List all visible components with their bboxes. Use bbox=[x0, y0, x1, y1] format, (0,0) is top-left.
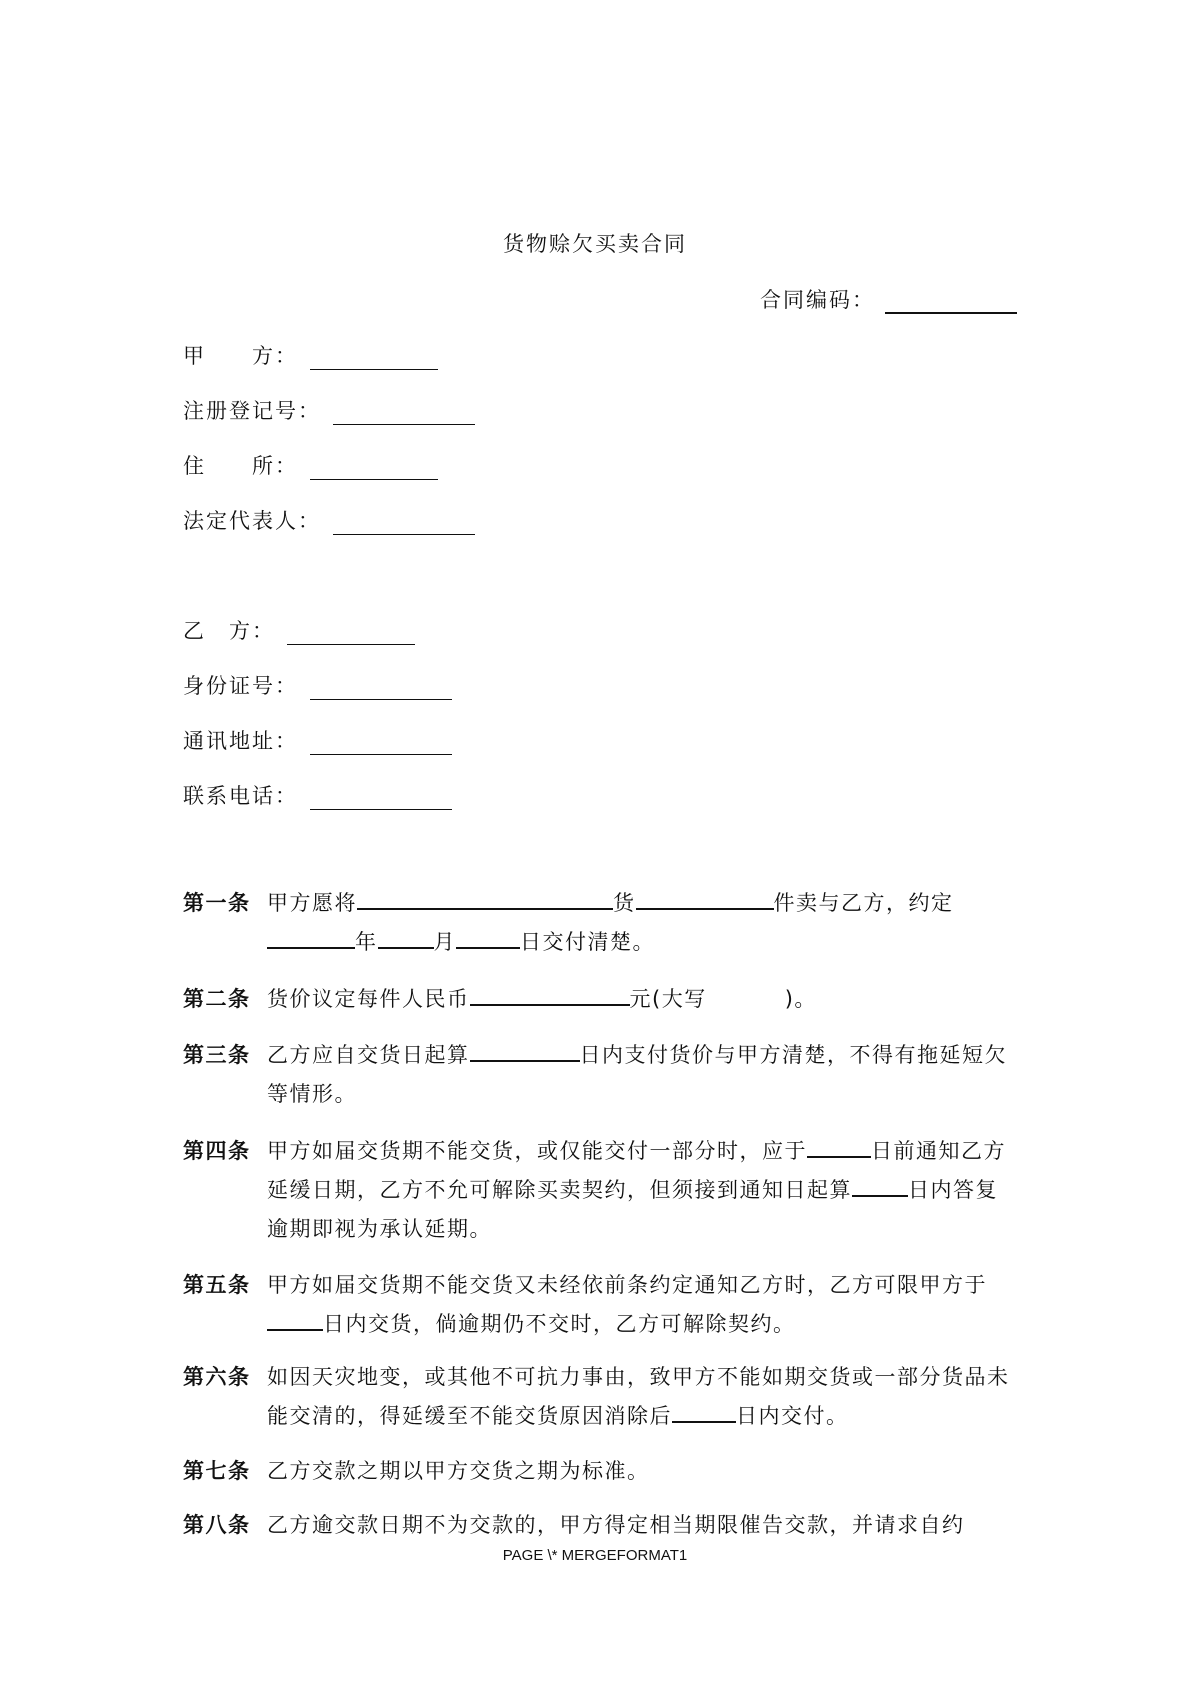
document-title: 货物赊欠买卖合同 bbox=[503, 232, 687, 256]
clause-4-body bbox=[183, 1132, 1013, 1249]
clause-1-body bbox=[183, 884, 1013, 962]
unit-price-blank[interactable] bbox=[470, 982, 630, 1006]
clause-1-text-d: 年 bbox=[355, 930, 378, 954]
clause-5 bbox=[183, 1266, 1013, 1344]
party-b-name-label: 乙 方： bbox=[183, 619, 275, 643]
clause-5-number: 第五条 bbox=[183, 1273, 251, 1297]
page-number-footer: PAGE \* MERGEFORMAT1 bbox=[502, 1547, 688, 1564]
contract-code-label: 合同编码： bbox=[760, 288, 875, 312]
clause-1 bbox=[183, 884, 1013, 962]
clause-2-body bbox=[183, 980, 1013, 1019]
notice-date-blank[interactable] bbox=[807, 1134, 871, 1158]
party-b-name-field bbox=[183, 615, 415, 645]
party-a-address-field bbox=[183, 450, 438, 480]
clause-6-text-a: 如因天灾地变，或其他不可抗力事由，致甲方不能如期交货或一部分货品未能交清的，得延缓至不能交货原因消除后 bbox=[267, 1365, 1010, 1428]
party-b-id-field bbox=[183, 670, 452, 700]
clause-7 bbox=[183, 1452, 1013, 1491]
clause-6-number: 第六条 bbox=[183, 1365, 251, 1389]
clause-7-number: 第七条 bbox=[183, 1459, 251, 1483]
clause-2-text-a: 货价议定每件人民币 bbox=[267, 987, 470, 1011]
clause-6-body bbox=[183, 1358, 1013, 1436]
clause-8-number: 第八条 bbox=[183, 1513, 251, 1537]
clause-3-number: 第三条 bbox=[183, 1043, 251, 1067]
delivery-limit-days-blank[interactable] bbox=[267, 1307, 323, 1331]
clause-3-text-a: 乙方应自交货日起算 bbox=[267, 1043, 470, 1067]
clause-2 bbox=[183, 980, 1013, 1019]
goods-quantity-blank[interactable] bbox=[636, 886, 774, 910]
party-a-legal-rep-label: 法定代表人： bbox=[183, 509, 321, 533]
clause-4-number: 第四条 bbox=[183, 1139, 251, 1163]
delivery-year-blank[interactable] bbox=[267, 925, 355, 949]
clause-5-body bbox=[183, 1266, 1013, 1344]
party-a-registration-label: 注册登记号： bbox=[183, 399, 321, 423]
party-b-name-blank[interactable] bbox=[287, 624, 415, 645]
party-a-address-blank[interactable] bbox=[310, 459, 438, 480]
clause-1-text-f: 日交付清楚。 bbox=[520, 930, 655, 954]
clause-2-text-c: )。 bbox=[784, 987, 817, 1011]
clause-7-body: 乙方交款之期以甲方交货之期为标准。 bbox=[267, 1459, 650, 1483]
clause-3-body bbox=[183, 1036, 1013, 1114]
payment-days-blank[interactable] bbox=[470, 1038, 580, 1062]
party-b-mailing-blank[interactable] bbox=[310, 734, 452, 755]
clause-3 bbox=[183, 1036, 1013, 1114]
party-b-phone-label: 联系电话： bbox=[183, 784, 298, 808]
reply-days-blank[interactable] bbox=[852, 1173, 908, 1197]
clause-6 bbox=[183, 1358, 1013, 1436]
party-a-legal-rep-blank[interactable] bbox=[333, 514, 475, 535]
contract-code-blank[interactable] bbox=[885, 290, 1017, 314]
delivery-day-blank[interactable] bbox=[456, 925, 520, 949]
force-majeure-days-blank[interactable] bbox=[672, 1399, 736, 1423]
clause-8 bbox=[183, 1506, 1013, 1545]
contract-code-row bbox=[760, 284, 1017, 314]
party-a-name-blank[interactable] bbox=[310, 349, 438, 370]
clause-2-text-b: 元(大写 bbox=[629, 987, 707, 1011]
clause-5-text-a: 甲方如届交货期不能交货又未经依前条约定通知乙方时，乙方可限甲方于 bbox=[267, 1273, 987, 1297]
party-a-address-label: 住 所： bbox=[183, 454, 298, 478]
clause-4-text-c: 日内答复逾期即视为承认延期。 bbox=[267, 1178, 998, 1241]
party-a-legal-rep-field bbox=[183, 505, 475, 535]
party-b-id-label: 身份证号： bbox=[183, 674, 298, 698]
delivery-month-blank[interactable] bbox=[378, 925, 434, 949]
clause-3-text-b: 日内支付货价与甲方清楚，不得有拖延短欠等情形。 bbox=[267, 1043, 1007, 1106]
clause-1-text-e: 月 bbox=[433, 930, 456, 954]
party-b-mailing-label: 通讯地址： bbox=[183, 729, 298, 753]
goods-name-blank[interactable] bbox=[357, 886, 613, 910]
party-b-id-blank[interactable] bbox=[310, 679, 452, 700]
party-b-phone-field bbox=[183, 780, 452, 810]
clause-2-number: 第二条 bbox=[183, 987, 251, 1011]
party-a-registration-blank[interactable] bbox=[333, 404, 475, 425]
party-a-registration-field bbox=[183, 395, 475, 425]
clause-4 bbox=[183, 1132, 1013, 1249]
clause-1-text-b: 货 bbox=[613, 891, 636, 915]
clause-8-body: 乙方逾交款日期不为交款的，甲方得定相当期限催告交款，并请求自约 bbox=[267, 1513, 965, 1537]
clause-4-text-b: 日前通知乙方延缓日期，乙方不允可解除买卖契约，但须接到通知日起算 bbox=[267, 1139, 1006, 1202]
party-b-phone-blank[interactable] bbox=[310, 789, 452, 810]
clause-4-text-a: 甲方如届交货期不能交货，或仅能交付一部分时，应于 bbox=[267, 1139, 807, 1163]
clause-1-number: 第一条 bbox=[183, 891, 251, 915]
clause-1-text-a: 甲方愿将 bbox=[267, 891, 357, 915]
clause-5-text-b: 日内交货，倘逾期仍不交时，乙方可解除契约。 bbox=[323, 1312, 796, 1336]
clause-6-text-b: 日内交付。 bbox=[736, 1404, 849, 1428]
party-a-name-label: 甲 方： bbox=[183, 344, 298, 368]
clause-1-text-c: 件卖与乙方，约定 bbox=[773, 891, 954, 915]
party-a-name-field bbox=[183, 340, 438, 370]
party-b-mailing-field bbox=[183, 725, 452, 755]
